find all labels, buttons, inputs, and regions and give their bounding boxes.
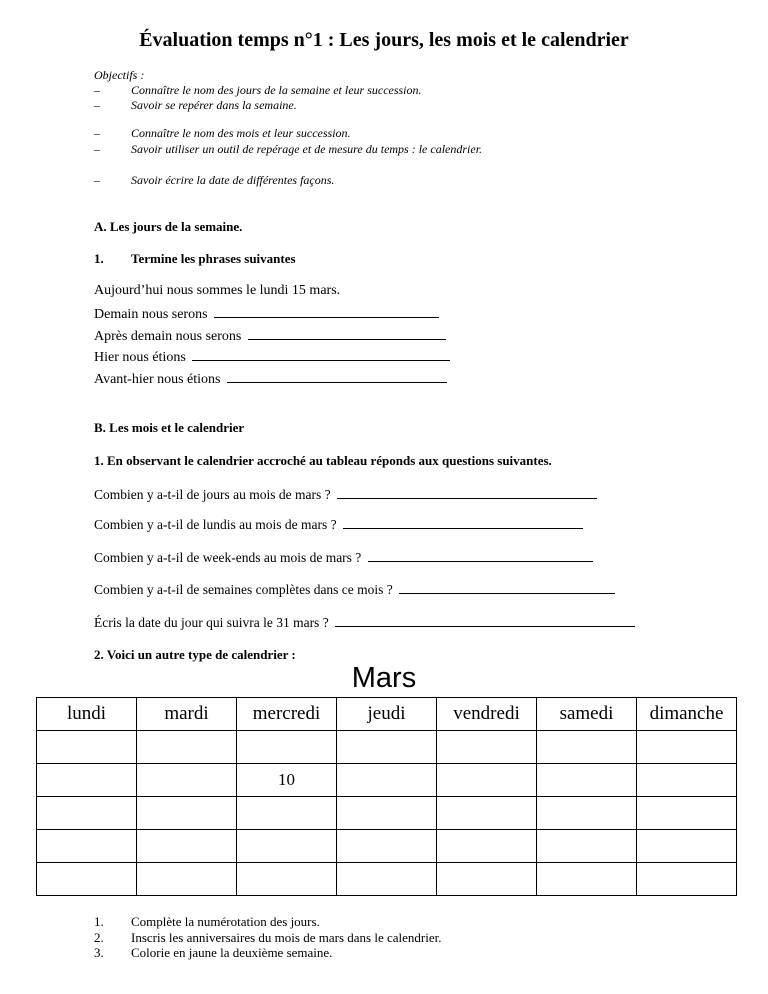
calendar-cell[interactable] — [337, 731, 437, 764]
objective-text: Savoir utiliser un outil de repérage et de mesure du temps : le calendrier. — [131, 142, 483, 156]
answer-blank[interactable] — [192, 348, 450, 361]
question-line — [94, 486, 597, 503]
calendar-cell[interactable] — [537, 863, 637, 896]
calendar-cell[interactable] — [437, 731, 537, 764]
sentence-text: Après demain nous serons — [94, 329, 242, 344]
objective-text: Savoir écrire la date de différentes façons. — [131, 173, 335, 187]
calendar-cell[interactable] — [437, 830, 537, 863]
sentence-line — [94, 327, 446, 345]
instruction-text: Inscris les anniversaires du mois de mars dans le calendrier. — [131, 930, 442, 945]
calendar-week-row — [37, 731, 737, 764]
question-line — [94, 614, 635, 631]
calendar-cell[interactable] — [37, 797, 137, 830]
calendar-cell[interactable] — [237, 797, 337, 830]
day-header-dimanche: dimanche — [637, 698, 737, 731]
question-number: 1. — [94, 251, 104, 266]
calendar-cell[interactable] — [137, 731, 237, 764]
calendar-cell[interactable] — [437, 863, 537, 896]
day-header-jeudi: jeudi — [337, 698, 437, 731]
section-a-heading — [94, 219, 242, 235]
sentence-line — [94, 305, 439, 323]
question-line — [94, 549, 593, 566]
section-b-question-1 — [94, 453, 552, 469]
question-line — [94, 581, 615, 598]
instruction-text: Colorie en jaune la deuxième semaine. — [131, 945, 333, 960]
calendar-month-title: Mars — [351, 662, 417, 694]
calendar-cell[interactable] — [137, 797, 237, 830]
day-header-vendredi: vendredi — [437, 698, 537, 731]
calendar-cell[interactable] — [637, 764, 737, 797]
instruction-number: 1. — [94, 914, 104, 929]
question-text: Combien y a-t-il de week-ends au mois de mars ? — [94, 550, 362, 565]
instruction-number: 2. — [94, 930, 104, 945]
sentence-line — [94, 370, 447, 388]
question-label: 1. En observant le calendrier accroché au tableau réponds aux questions suivantes. — [94, 453, 552, 468]
calendar-cell[interactable] — [37, 863, 137, 896]
objective-text: Connaître le nom des mois et leur succession. — [131, 126, 351, 140]
calendar-week-row — [37, 863, 737, 896]
calendar-cell[interactable]: 10 — [237, 764, 337, 797]
calendar-cell[interactable] — [137, 764, 237, 797]
calendar-cell[interactable] — [37, 764, 137, 797]
calendar-cell[interactable] — [537, 764, 637, 797]
answer-blank[interactable] — [227, 370, 447, 383]
calendar-cell[interactable] — [237, 731, 337, 764]
section-b-heading-text: B. Les mois et le calendrier — [94, 420, 245, 435]
calendar-cell[interactable] — [437, 797, 537, 830]
question-text: Combien y a-t-il de semaines complètes dans ce mois ? — [94, 582, 393, 597]
day-header-mercredi: mercredi — [237, 698, 337, 731]
calendar-cell[interactable] — [637, 863, 737, 896]
dash: – — [94, 126, 100, 140]
question-label: 2. Voici un autre type de calendrier : — [94, 647, 296, 662]
dash: – — [94, 173, 100, 187]
instruction-number: 3. — [94, 945, 104, 960]
sentence-text: Demain nous serons — [94, 307, 208, 322]
day-header-samedi: samedi — [537, 698, 637, 731]
calendar-cell[interactable] — [537, 830, 637, 863]
question-text: Combien y a-t-il de jours au mois de mars ? — [94, 487, 331, 502]
day-header-mardi: mardi — [137, 698, 237, 731]
calendar-week-row — [37, 830, 737, 863]
calendar-week-row — [37, 797, 737, 830]
dash: – — [94, 98, 100, 112]
calendar-cell[interactable] — [337, 797, 437, 830]
sentence-line — [94, 348, 450, 366]
day-header-lundi: lundi — [37, 698, 137, 731]
calendar-week-row — [37, 764, 737, 797]
question-label: Termine les phrases suivantes — [131, 251, 296, 266]
calendar-cell[interactable] — [637, 830, 737, 863]
calendar-table — [36, 697, 737, 896]
answer-blank[interactable] — [399, 581, 615, 594]
page-title: Évaluation temps n°1 : Les jours, les mois et le calendrier — [139, 29, 629, 51]
objectives-label: Objectifs : — [94, 68, 145, 82]
calendar-header-row — [37, 698, 737, 731]
answer-blank[interactable] — [214, 305, 439, 318]
sentence-line — [94, 283, 340, 299]
question-line — [94, 516, 583, 533]
calendar-cell[interactable] — [337, 764, 437, 797]
calendar-cell[interactable] — [337, 863, 437, 896]
calendar-cell[interactable] — [537, 797, 637, 830]
answer-blank[interactable] — [337, 486, 597, 499]
answer-blank[interactable] — [343, 516, 583, 529]
sentence-text: Hier nous étions — [94, 350, 186, 365]
answer-blank[interactable] — [368, 549, 593, 562]
answer-blank[interactable] — [248, 327, 446, 340]
answer-blank[interactable] — [335, 614, 635, 627]
section-b-heading — [94, 420, 244, 436]
instruction-text: Complète la numérotation des jours. — [131, 914, 320, 929]
calendar-cell[interactable] — [637, 797, 737, 830]
calendar-cell[interactable] — [637, 731, 737, 764]
calendar-cell[interactable] — [37, 731, 137, 764]
calendar-cell[interactable] — [437, 764, 537, 797]
section-a-heading-text: A. Les jours de la semaine. — [94, 219, 243, 234]
question-text: Combien y a-t-il de lundis au mois de mars ? — [94, 517, 337, 532]
calendar-cell[interactable] — [537, 731, 637, 764]
calendar-cell[interactable] — [337, 830, 437, 863]
calendar-cell[interactable] — [237, 830, 337, 863]
sentence-text: Avant-hier nous étions — [94, 372, 221, 387]
question-text: Écris la date du jour qui suivra le 31 mars ? — [94, 615, 329, 630]
dash: – — [94, 83, 100, 97]
calendar-cell[interactable] — [137, 830, 237, 863]
dash: – — [94, 142, 100, 156]
objective-text: Savoir se repérer dans la semaine. — [131, 98, 297, 112]
objective-text: Connaître le nom des jours de la semaine et leur succession. — [131, 83, 422, 97]
sentence-text: Aujourd’hui nous sommes le lundi 15 mars. — [94, 283, 341, 298]
calendar-cell[interactable] — [37, 830, 137, 863]
calendar-cell[interactable] — [137, 863, 237, 896]
section-b-question-2 — [94, 647, 296, 663]
calendar-cell[interactable] — [237, 863, 337, 896]
